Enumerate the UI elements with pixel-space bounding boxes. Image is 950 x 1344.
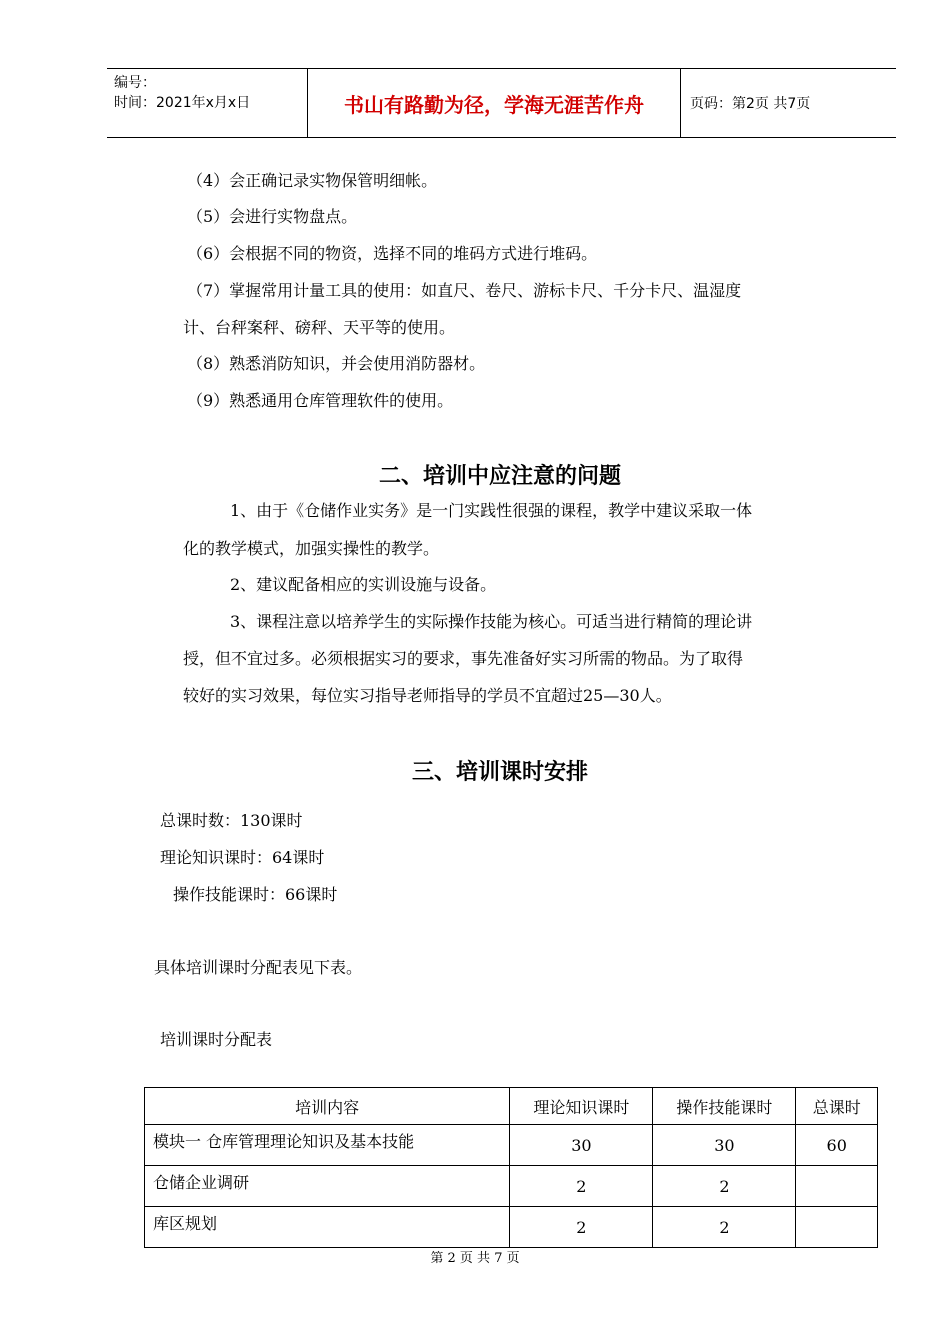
paragraph-line: 3、课程注意以培养学生的实际操作技能为核心。可适当进行精简的理论讲 — [230, 612, 753, 631]
col-header-total: 总课时 — [796, 1088, 878, 1125]
header-motto: 书山有路勤为径，学海无涯苦作舟 — [308, 69, 681, 137]
table-header-row — [145, 1088, 878, 1125]
cell-skill: 2 — [653, 1207, 796, 1248]
col-header-skill: 操作技能课时 — [653, 1088, 796, 1125]
table-note: 具体培训课时分配表见下表。 — [154, 958, 363, 977]
cell-theory: 2 — [510, 1207, 653, 1248]
list-item: （8）熟悉消防知识，并会使用消防器材。 — [187, 354, 486, 373]
table-row — [145, 1125, 878, 1166]
cell-total — [796, 1166, 878, 1207]
cell-total — [796, 1207, 878, 1248]
cell-skill: 30 — [653, 1125, 796, 1166]
page-header — [107, 68, 896, 138]
page-footer: 第 2 页 共 7 页 — [430, 1251, 520, 1266]
paragraph-line: 1、由于《仓储作业实务》是一门实践性很强的课程，教学中建议采取一体 — [230, 501, 753, 520]
paragraph-line: 授，但不宜过多。必须根据实习的要求，事先准备好实习所需的物品。为了取得 — [183, 649, 744, 668]
list-item: （7）掌握常用计量工具的使用：如直尺、卷尺、游标卡尺、千分卡尺、温湿度 — [187, 281, 742, 300]
total-hours: 总课时数：130课时 — [160, 811, 303, 830]
section-3-title: 三、培训课时安排 — [411, 760, 588, 785]
list-item: （6）会根据不同的物资，选择不同的堆码方式进行堆码。 — [187, 244, 598, 263]
list-item: （4）会正确记录实物保管明细帐。 — [187, 171, 438, 190]
cell-content: 库区规划 — [145, 1207, 510, 1248]
list-item: （9）熟悉通用仓库管理软件的使用。 — [187, 391, 454, 410]
hours-allocation-table — [144, 1087, 878, 1248]
table-row — [145, 1207, 878, 1248]
cell-total: 60 — [796, 1125, 878, 1166]
list-item: （5）会进行实物盘点。 — [187, 207, 358, 226]
cell-theory: 30 — [510, 1125, 653, 1166]
header-time: 时间：2021年x月x日 — [114, 95, 251, 111]
header-meta — [107, 69, 308, 137]
cell-content: 模块一 仓库管理理论知识及基本技能 — [145, 1125, 510, 1166]
list-item-continuation: 计、台秤案秤、磅秤、天平等的使用。 — [183, 318, 456, 337]
col-header-theory: 理论知识课时 — [510, 1088, 653, 1125]
theory-hours: 理论知识课时：64课时 — [160, 848, 325, 867]
paragraph-line: 较好的实习效果，每位实习指导老师指导的学员不宜超过25—30人。 — [183, 686, 672, 705]
cell-skill: 2 — [653, 1166, 796, 1207]
table-caption: 培训课时分配表 — [160, 1030, 273, 1049]
header-page-info: 页码：第2页 共7页 — [690, 96, 811, 112]
skill-hours: 操作技能课时：66课时 — [173, 885, 338, 904]
header-number: 编号： — [114, 75, 156, 91]
cell-theory: 2 — [510, 1166, 653, 1207]
table-row — [145, 1166, 878, 1207]
paragraph-line: 2、建议配备相应的实训设施与设备。 — [230, 575, 497, 594]
section-2-title: 二、培训中应注意的问题 — [378, 464, 621, 489]
col-header-content: 培训内容 — [145, 1088, 510, 1125]
cell-content: 仓储企业调研 — [145, 1166, 510, 1207]
paragraph-line: 化的教学模式，加强实操性的教学。 — [183, 539, 440, 558]
